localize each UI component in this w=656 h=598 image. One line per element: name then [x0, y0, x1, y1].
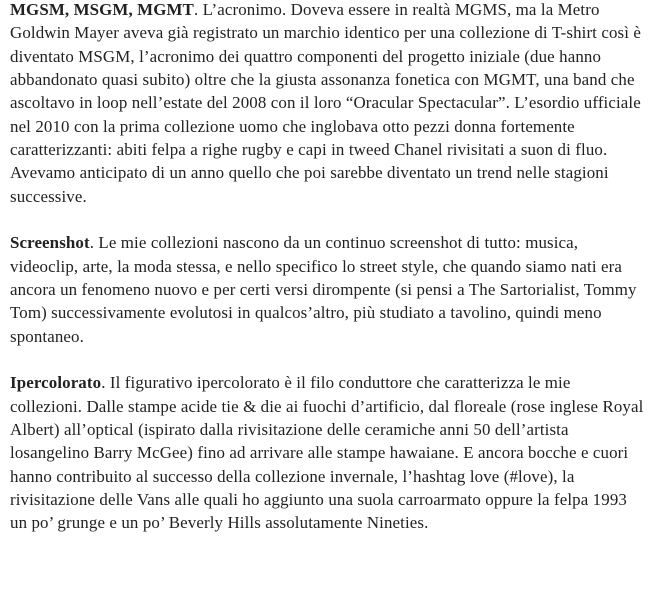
paragraph-lead: Screenshot	[10, 233, 90, 253]
paragraph-screenshot	[10, 231, 646, 348]
paragraph-mgsm	[10, 0, 646, 208]
paragraph-lead: Ipercolorato	[10, 373, 102, 393]
paragraph-text: . L’acronimo. Doveva essere in realtà MGMS, ma la Metro Goldwin Mayer aveva già registrato un marchio identico per una collezione di T-shirt così è diventato MSGM, l’acronimo dei quattro componenti del progetto iniziale (due hanno abbandonato quasi subito) oltre che la giusta assonanza fonetica con MGMT, una band che ascoltavo in loop nell’estate del 2008 con il loro “Oracular Spectacular”. L’esordio ufficiale nel 2010 con la prima collezione uomo che inglobava otto pezzi donna fortemente caratterizzanti: abiti felpa a righe rugby e capi in tweed Chanel rivisitati a suon di fluo. Avevamo anticipato di un anno quello che poi sarebbe diventato un trend nelle stagioni successive.	[10, 0, 641, 206]
paragraph-text: . Il figurativo ipercolorato è il filo conduttore che caratterizza le mie collezioni. Dalle stampe acide tie & die ai fuochi d’artificio, dal floreale (rose inglese Royal Albert) all’optical (ispirato dalla rivisitazione delle ceramiche anni 50 dell’artista losangelino Barry McGee) fino ad arrivare alle stampe hawaiane. E ancora bocche e cuori hanno contribuito al successo della collezione invernale, l’hashtag love (#love), la rivisitazione delle Vans alle quali ho aggiunto una suola carroarmato oppure la felpa 1993 un po’ grunge e un po’ Beverly Hills assolutamente Nineties.	[10, 373, 644, 533]
paragraph-ipercolorato	[10, 371, 646, 534]
paragraph-text: . Le mie collezioni nascono da un continuo screenshot di tutto: musica, videoclip, arte, la moda stessa, e nello specifico lo street style, che quando siamo nati era ancora un fenomeno nuovo e per certi versi dirompente (si pensi a The Sartorialist, Tommy Tom) successivamente evolutosi in qualcos’altro, più studiato a tavolino, quindi meno spontaneo.	[10, 233, 637, 346]
paragraph-lead: MGSM, MSGM, MGMT	[10, 0, 194, 19]
